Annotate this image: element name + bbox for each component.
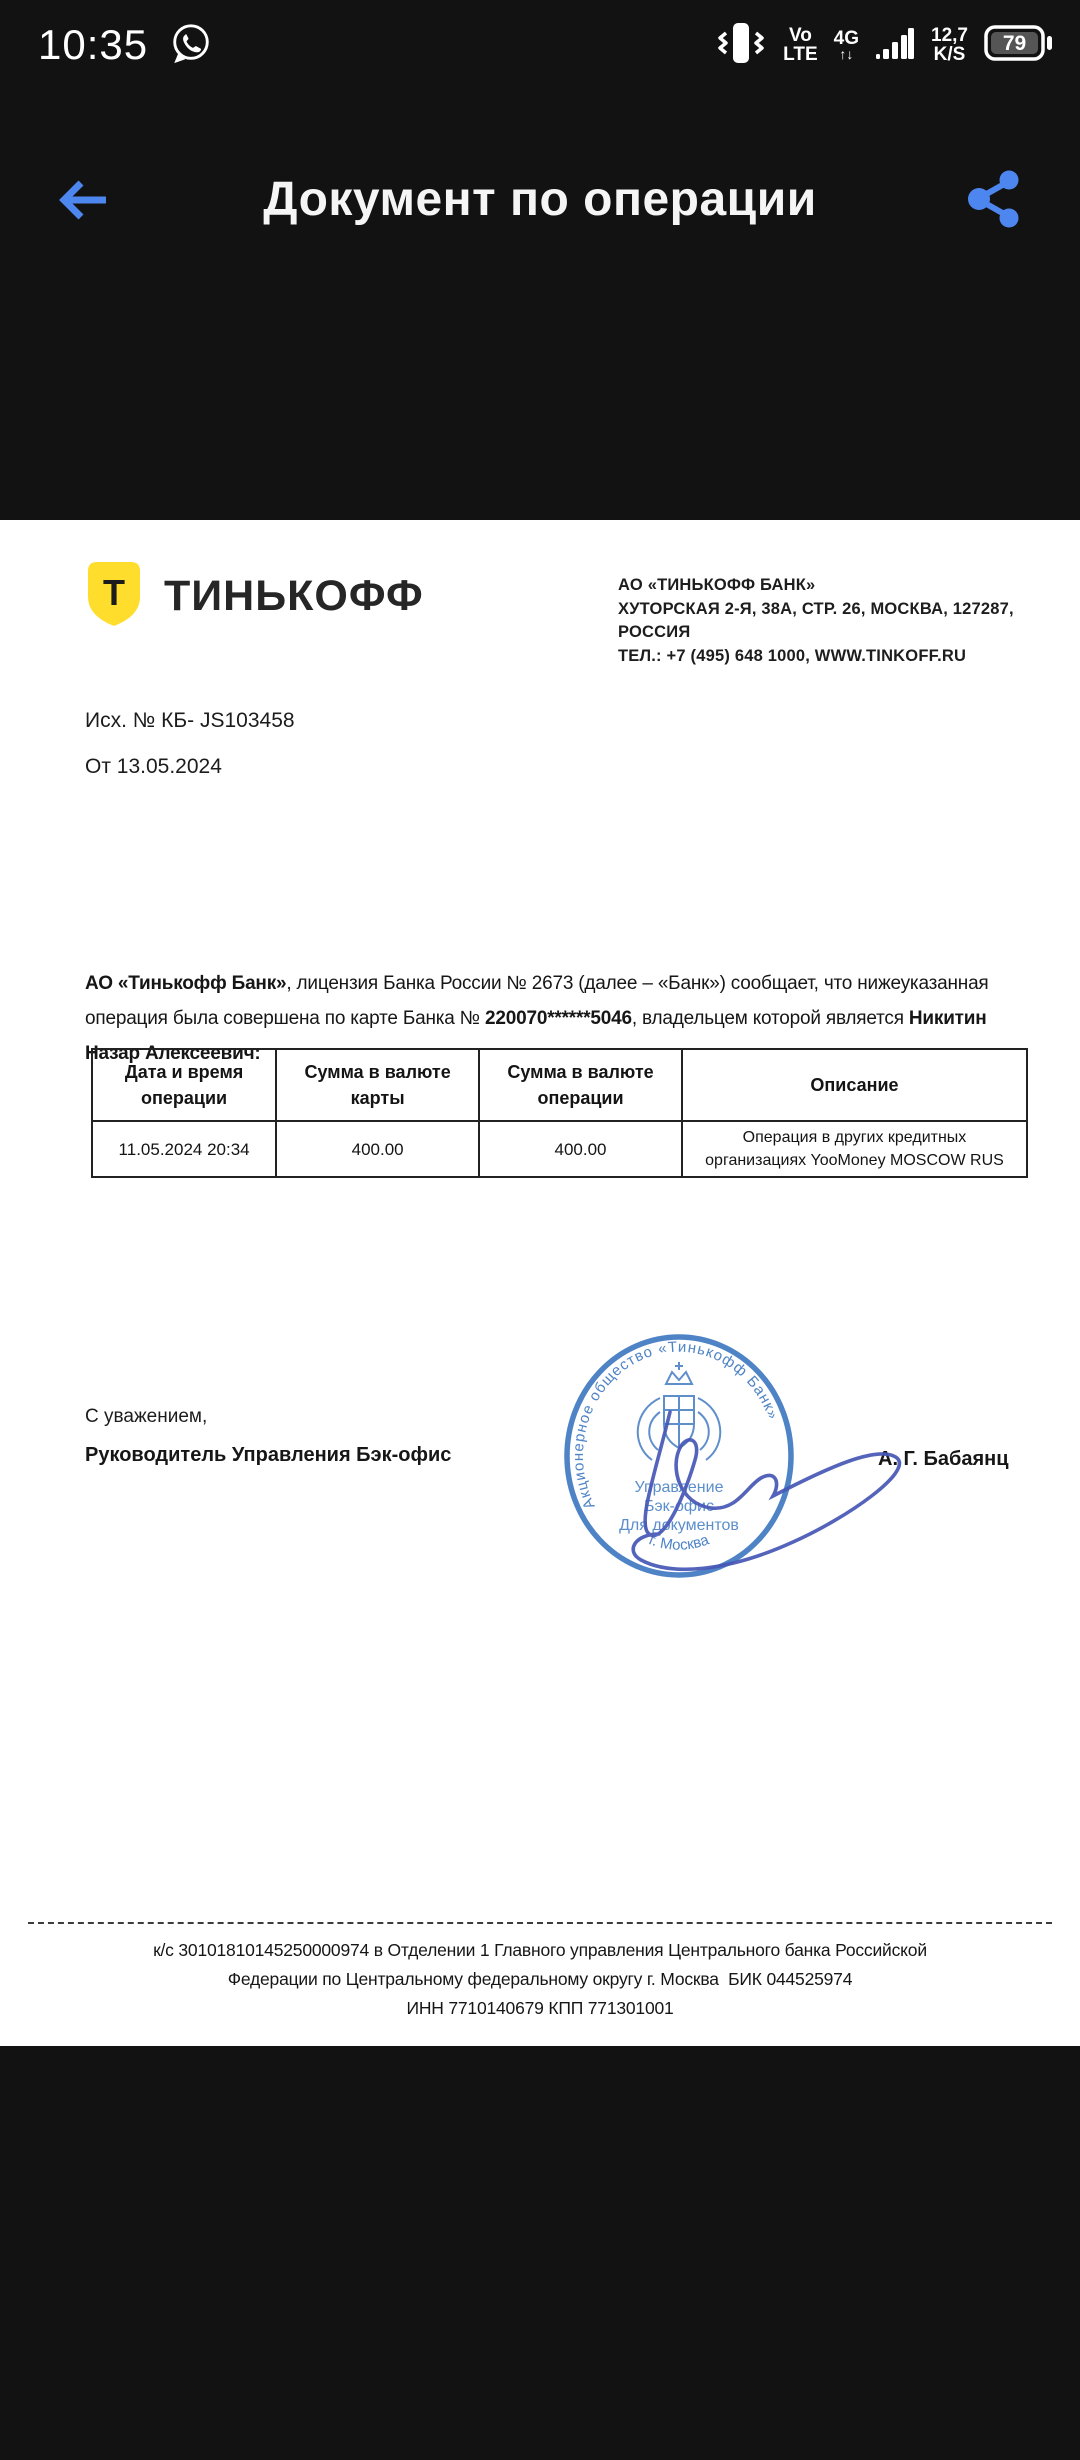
- battery-icon: [984, 23, 1054, 68]
- svg-text:79: 79: [1002, 31, 1027, 55]
- card-number: 220070******5046: [485, 1008, 632, 1029]
- stamp-city-text: г. Москва: [646, 1531, 712, 1554]
- col-header-description: Описание: [682, 1049, 1027, 1121]
- table-row: [92, 1121, 1027, 1177]
- statement-text-1: , лицензия Банка России № 2673 (далее – «Банк») сообщает, что нижеуказанная операция была совершена по карте Банка №: [85, 973, 989, 1029]
- bank-logo-text: ТИНЬКОФФ: [164, 572, 424, 620]
- stamp-line-2: Бэк-офис: [644, 1498, 714, 1515]
- operation-table: [91, 1048, 1028, 1178]
- whatsapp-notification-icon: [168, 19, 214, 72]
- network-speed-indicator: 12,7 K/S: [931, 25, 968, 65]
- svg-text:Т: Т: [103, 572, 125, 613]
- reference-block: [85, 698, 295, 790]
- stamp-line-1: Управление: [634, 1479, 724, 1496]
- status-bar: [0, 0, 1080, 80]
- footer-corr-account: к/с 30101810145250000974 в Отделении 1 Главного управления Центрального банка Российской: [153, 1940, 927, 1960]
- statement-text-2: , владельцем которой является: [631, 1008, 909, 1029]
- col-header-operation-amount: Сумма в валюте операции: [479, 1049, 682, 1121]
- handwritten-signature: [575, 1382, 945, 1617]
- stamp-outer-text: Акционерное общество «Тинькофф Банк»: [569, 1338, 782, 1512]
- table-header-row: [92, 1049, 1027, 1121]
- vibrate-icon: [715, 20, 767, 71]
- bank-name: АО «ТИНЬКОФФ БАНК»: [618, 576, 816, 594]
- outgoing-number: Исх. № КБ- JS103458: [85, 709, 295, 732]
- volte-indicator: Vo LTE: [783, 25, 818, 65]
- clock: 10:35: [38, 21, 149, 68]
- tinkoff-shield-icon: [88, 562, 140, 631]
- signature-greeting: С уважением,: [85, 1406, 208, 1427]
- cell-card-amount: 400.00: [276, 1121, 479, 1177]
- cell-description: Операция в других кредитных организациях YooMoney MOSCOW RUS: [682, 1121, 1027, 1177]
- col-header-datetime: Дата и время операции: [92, 1049, 276, 1121]
- col-header-card-amount: Сумма в валюте карты: [276, 1049, 479, 1121]
- document-page[interactable]: [0, 520, 1080, 2046]
- app-header: [0, 140, 1080, 270]
- bank-phone-site: ТЕЛ.: +7 (495) 648 1000, WWW.TINKOFF.RU: [618, 646, 967, 665]
- stamp-line-3: Для документов: [619, 1517, 739, 1534]
- network-type-indicator: 4G ↑↓: [833, 28, 860, 62]
- footer-bik: Федерации по Центральному федеральному округу г. Москва БИК 044525974: [227, 1969, 853, 1989]
- signer-position: Руководитель Управления Бэк-офис: [85, 1444, 452, 1466]
- bottom-black-area: [0, 2046, 1080, 2460]
- bank-address: ХУТОРСКАЯ 2-Я, 38А, СТР. 26, МОСКВА, 127287, РОССИЯ: [618, 599, 1014, 641]
- card-holder-name: Никитин Назар Алексеевич:: [85, 1008, 987, 1064]
- back-button[interactable]: [52, 176, 112, 224]
- signer-name: А. Г. Бабаянц: [878, 1448, 1009, 1470]
- page-title: Документ по операции: [263, 173, 817, 226]
- document-footer: [28, 1922, 1052, 2023]
- cell-datetime: 11.05.2024 20:34: [92, 1121, 276, 1177]
- bank-contact-info: [618, 574, 1080, 668]
- cell-operation-amount: 400.00: [479, 1121, 682, 1177]
- footer-inn-kpp: ИНН 7710140679 КПП 771301001: [406, 1998, 674, 2018]
- share-button[interactable]: [966, 168, 1022, 230]
- document-date: От 13.05.2024: [85, 755, 222, 778]
- signal-strength-icon: [875, 23, 915, 68]
- bank-name-bold: АО «Тинькофф Банк»: [85, 973, 287, 994]
- bank-logo: [88, 562, 424, 631]
- data-activity-arrows-icon: ↑↓: [839, 46, 854, 62]
